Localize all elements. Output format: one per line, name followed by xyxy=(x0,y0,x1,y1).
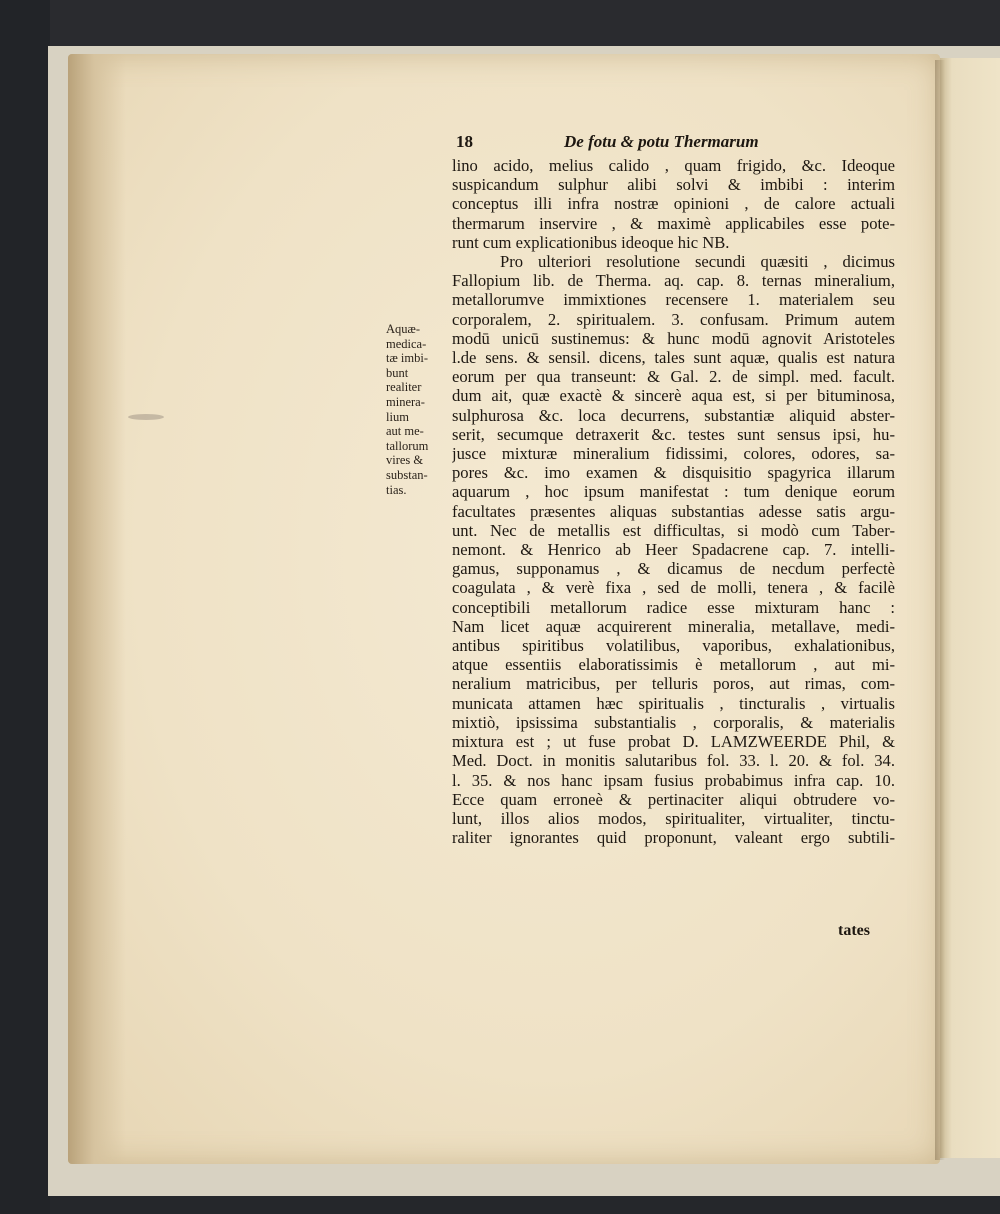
margin-note-line: lium xyxy=(386,409,409,424)
text-line: unt. Nec de metallis est difficultas, si modò cum Taber- xyxy=(452,520,895,540)
page-header xyxy=(456,132,896,156)
margin-note-line: minera- xyxy=(386,394,425,409)
running-title: De fotu & potu Thermarum xyxy=(564,132,759,151)
margin-note-line: realiter xyxy=(386,380,422,395)
ink-blot xyxy=(128,414,164,420)
text-line: l. 35. & nos hanc ipsam fusius probabimus infra cap. 10. xyxy=(452,770,895,790)
margin-note-line: aut me- xyxy=(386,424,424,439)
margin-note-line: tallorum xyxy=(386,438,429,453)
margin-note-line: tias. xyxy=(386,482,407,497)
text-line: raliter ignorantes quid proponunt, valeant ergo subtili- xyxy=(452,828,895,848)
catchword: tates xyxy=(838,922,870,939)
text-line: mixtiò, ipsissima substantialis , corporalis, & materialis xyxy=(452,712,895,732)
text-line: suspicandum sulphur alibi solvi & imbibi : interim xyxy=(452,175,895,195)
adjacent-leaf xyxy=(940,58,1000,1158)
margin-note-line: medica- xyxy=(386,336,427,351)
text-line: modū unicū sustinemus: & hunc modū agnovit Aristoteles xyxy=(452,328,895,348)
text-line: nemont. & Henrico ab Heer Spadacrene cap. 7. intelli- xyxy=(452,540,895,560)
text-line: sulphurosa &c. loca decurrens, substantiæ aliquid abster- xyxy=(452,405,895,425)
text-line: conceptus illi infra nostræ opinioni , de calore actuali xyxy=(452,194,895,214)
text-line: jusce mixturæ mineralium fidissimi, colores, odores, sa- xyxy=(452,444,895,464)
text-line: conceptibili metallorum radice esse mixturam hanc : xyxy=(452,597,895,617)
body-text xyxy=(452,156,895,847)
text-line: Fallopium lib. de Therma. aq. cap. 8. ternas mineralium, xyxy=(452,271,895,291)
text-line: lunt, illos alios modos, spiritualiter, virtualiter, tinctu- xyxy=(452,808,895,828)
text-line: coagulata , & verè fixa , sed de molli, tenera , & facilè xyxy=(452,578,895,598)
text-line: aquarum , hoc ipsum manifestat : tum denique eorum xyxy=(452,482,895,502)
scan-background-top xyxy=(0,0,1000,52)
margin-note-line: Aquæ- xyxy=(386,322,421,336)
text-line: runt cum explicationibus ideoque hic NB. xyxy=(452,232,730,252)
text-line: facultates præsentes aliquas substantias adesse satis argu- xyxy=(452,501,895,521)
page-worn-edge xyxy=(68,54,126,1164)
text-line: serit, secumque detraxerit &c. testes sunt sensus ipsi, hu- xyxy=(452,424,895,444)
margin-note-line: vires & xyxy=(386,453,424,468)
text-line: atque essentiis elaboratissimis è metallorum , aut mi- xyxy=(452,655,895,675)
text-line: l.de sens. & sensil. dicens, tales sunt aquæ, qualis est natura xyxy=(452,348,895,368)
margin-note xyxy=(386,322,448,497)
text-line: Pro ulteriori resolutione secundi quæsiti , dicimus xyxy=(500,252,895,272)
scan-background-left xyxy=(0,0,50,1214)
text-line: metallorumve immixtiones recensere 1. materialem seu xyxy=(452,290,895,310)
page-gutter-shadow xyxy=(935,60,945,1160)
text-line: eorum per qua transeunt: & Gal. 2. de simpl. med. facult. xyxy=(452,367,895,387)
margin-note-line: substan- xyxy=(386,467,428,482)
text-line: Med. Doct. in monitis salutaribus fol. 33. l. 20. & fol. 34. xyxy=(452,751,895,771)
margin-note-line: bunt xyxy=(386,365,409,380)
page-number: 18 xyxy=(456,132,473,151)
text-line: dum ait, quæ exactè & sincerè aqua est, si per bituminosa, xyxy=(452,386,895,406)
margin-note-line: tæ imbi- xyxy=(386,351,429,366)
text-line: antibus spiritibus volatilibus, vaporibus, exhalationibus, xyxy=(452,636,895,656)
text-line: neralium matricibus, per telluris poros, aut rimas, com- xyxy=(452,674,895,694)
text-line: gamus, supponamus , & dicamus de necdum perfectè xyxy=(452,559,895,579)
text-line: corporalem, 2. spiritualem. 3. confusam. Primum autem xyxy=(452,309,895,329)
text-line: thermarum inservire , & maximè applicabiles esse pote- xyxy=(452,213,895,233)
text-line: lino acido, melius calido , quam frigido, &c. Ideoque xyxy=(452,156,895,175)
text-line: mixtura est ; ut fuse probat D. LAMZWEERDE Phil, & xyxy=(452,732,895,752)
text-line: Nam licet aquæ acquirerent mineralia, metallave, medi- xyxy=(452,616,895,636)
text-line: Ecce quam erroneè & pertinaciter aliqui obtrudere vo- xyxy=(452,789,895,809)
text-line: pores &c. imo examen & disquisitio spagyrica illarum xyxy=(452,463,895,483)
text-line: municata attamen hæc spiritualis , tincturalis , virtualis xyxy=(452,693,895,713)
